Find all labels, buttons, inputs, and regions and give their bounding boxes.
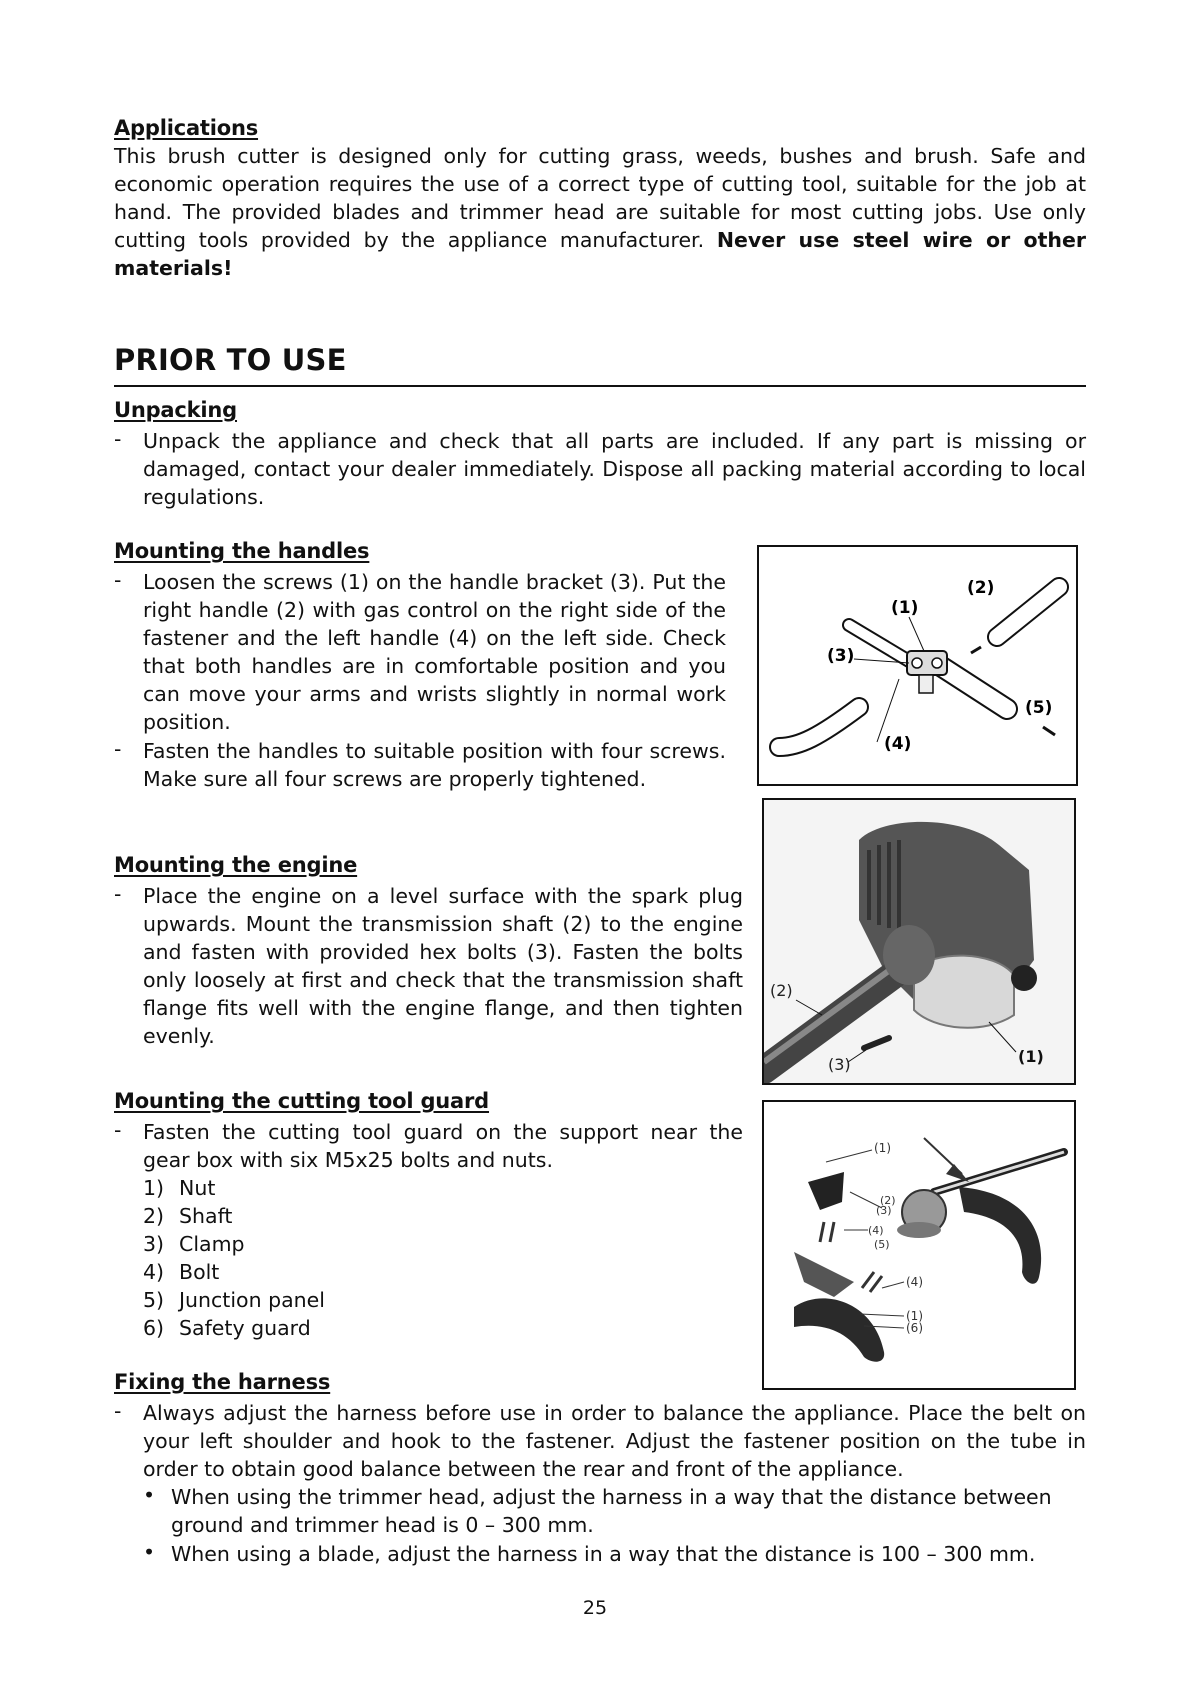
figure-label: (3) (876, 1204, 892, 1217)
parts-list-item (143, 1230, 325, 1258)
part-name: Bolt (179, 1260, 220, 1284)
engine-item-1: Place the engine on a level surface with the spark plug upwards. Mount the transmission shaft (2) to the engine and fasten with provided hex bolts (3). Fasten the bolts only loosely at first and check that the transmission shaft flange fits well with the engine flange, and then tighten evenly. (143, 884, 743, 1048)
engine-heading: Mounting the engine (114, 853, 358, 877)
applications-body: This brush cutter is designed only for cutting grass, weeds, bushes and brush. Safe and economic operation requires the use of a correct type of cutting tool, suitable for the job at hand. The provided blades and trimmer head are suitable for most cutting jobs. Use only cutting tools provided by the appliance manufacturer. (114, 144, 1086, 252)
parts-list-item (143, 1314, 325, 1342)
parts-list-item (143, 1286, 325, 1314)
applications-text (114, 142, 1086, 282)
figure-label: (2) (967, 578, 995, 598)
figure-label: (1) (874, 1141, 891, 1155)
section-divider (114, 385, 1086, 387)
engine-figure (762, 798, 1076, 1085)
handles-item-1: Loosen the screws (1) on the handle bracket (3). Put the right handle (2) with gas control on the right side of the fastener and the left handle (4) on the left side. Check that both handles are in comfortable position and you can move your arms and wrists slightly in normal work position. (143, 570, 726, 734)
handles-item-2: Fasten the handles to suitable position with four screws. Make sure all four screws are properly tightened. (143, 739, 726, 791)
figure-label: (3) (828, 1055, 851, 1074)
list-dash: - (114, 737, 122, 761)
harness-heading: Fixing the harness (114, 1370, 331, 1394)
bullet-dot: • (143, 1483, 156, 1507)
list-dash: - (114, 568, 122, 592)
list-dash: - (114, 427, 122, 451)
parts-list (143, 1174, 325, 1342)
guard-item-1: Fasten the cutting tool guard on the support near the gear box with six M5x25 bolts and nuts. (143, 1120, 743, 1172)
list-dash: - (114, 1399, 122, 1423)
figure-label: (4) (884, 734, 912, 754)
guard-figure (762, 1100, 1076, 1390)
handles-diagram (759, 547, 1076, 784)
handles-figure (757, 545, 1078, 786)
list-dash: - (114, 882, 122, 906)
part-number: 2) (143, 1204, 165, 1228)
parts-list-item (143, 1174, 325, 1202)
unpacking-heading: Unpacking (114, 398, 238, 422)
bullet-dot: • (143, 1540, 156, 1564)
figure-label: (4) (906, 1275, 923, 1289)
figure-label: (5) (1025, 698, 1053, 718)
part-number: 4) (143, 1260, 165, 1284)
figure-label: (1) (1018, 1047, 1044, 1066)
unpacking-item-1: Unpack the appliance and check that all parts are included. If any part is missing or damaged, contact your dealer immediately. Dispose all packing material according to local regulations. (143, 429, 1086, 509)
handles-heading: Mounting the handles (114, 539, 370, 563)
figure-label: (3) (827, 646, 855, 666)
parts-list-item (143, 1202, 325, 1230)
figure-label: (1) (906, 1309, 923, 1323)
part-number: 5) (143, 1288, 165, 1312)
figure-label: (5) (874, 1238, 890, 1251)
applications-warning: Never use steel wire or other materials! (114, 228, 1086, 280)
part-name: Nut (179, 1176, 216, 1200)
harness-bullet-1: When using the trimmer head, adjust the harness in a way that the distance between ground and trimmer head is 0 – 300 mm. (171, 1485, 1052, 1537)
part-name: Clamp (179, 1232, 245, 1256)
figure-label: (2) (880, 1194, 896, 1207)
page-number: 25 (582, 1597, 608, 1619)
part-name: Safety guard (179, 1316, 311, 1340)
part-number: 1) (143, 1176, 165, 1200)
engine-photo (764, 800, 1074, 1083)
harness-item-1: Always adjust the harness before use in order to balance the appliance. Place the belt on your left shoulder and hook to the fastener. Adjust the fastener position on the tube in order to obtain good balance between the rear and front of the appliance. (143, 1401, 1086, 1481)
parts-list-item (143, 1258, 325, 1286)
list-dash: - (114, 1118, 122, 1142)
part-number: 6) (143, 1316, 165, 1340)
figure-label: (4) (868, 1224, 884, 1237)
part-name: Shaft (179, 1204, 233, 1228)
figure-label: (1) (891, 598, 919, 618)
figure-label: (2) (770, 981, 793, 1000)
section-title: PRIOR TO USE (114, 343, 347, 377)
part-number: 3) (143, 1232, 165, 1256)
figure-label: (6) (906, 1321, 923, 1335)
part-name: Junction panel (179, 1288, 325, 1312)
applications-heading: Applications (114, 116, 259, 140)
harness-bullet-2: When using a blade, adjust the harness in a way that the distance is 100 – 300 mm. (171, 1542, 1036, 1566)
guard-diagram (764, 1102, 1074, 1388)
guard-heading: Mounting the cutting tool guard (114, 1089, 490, 1113)
